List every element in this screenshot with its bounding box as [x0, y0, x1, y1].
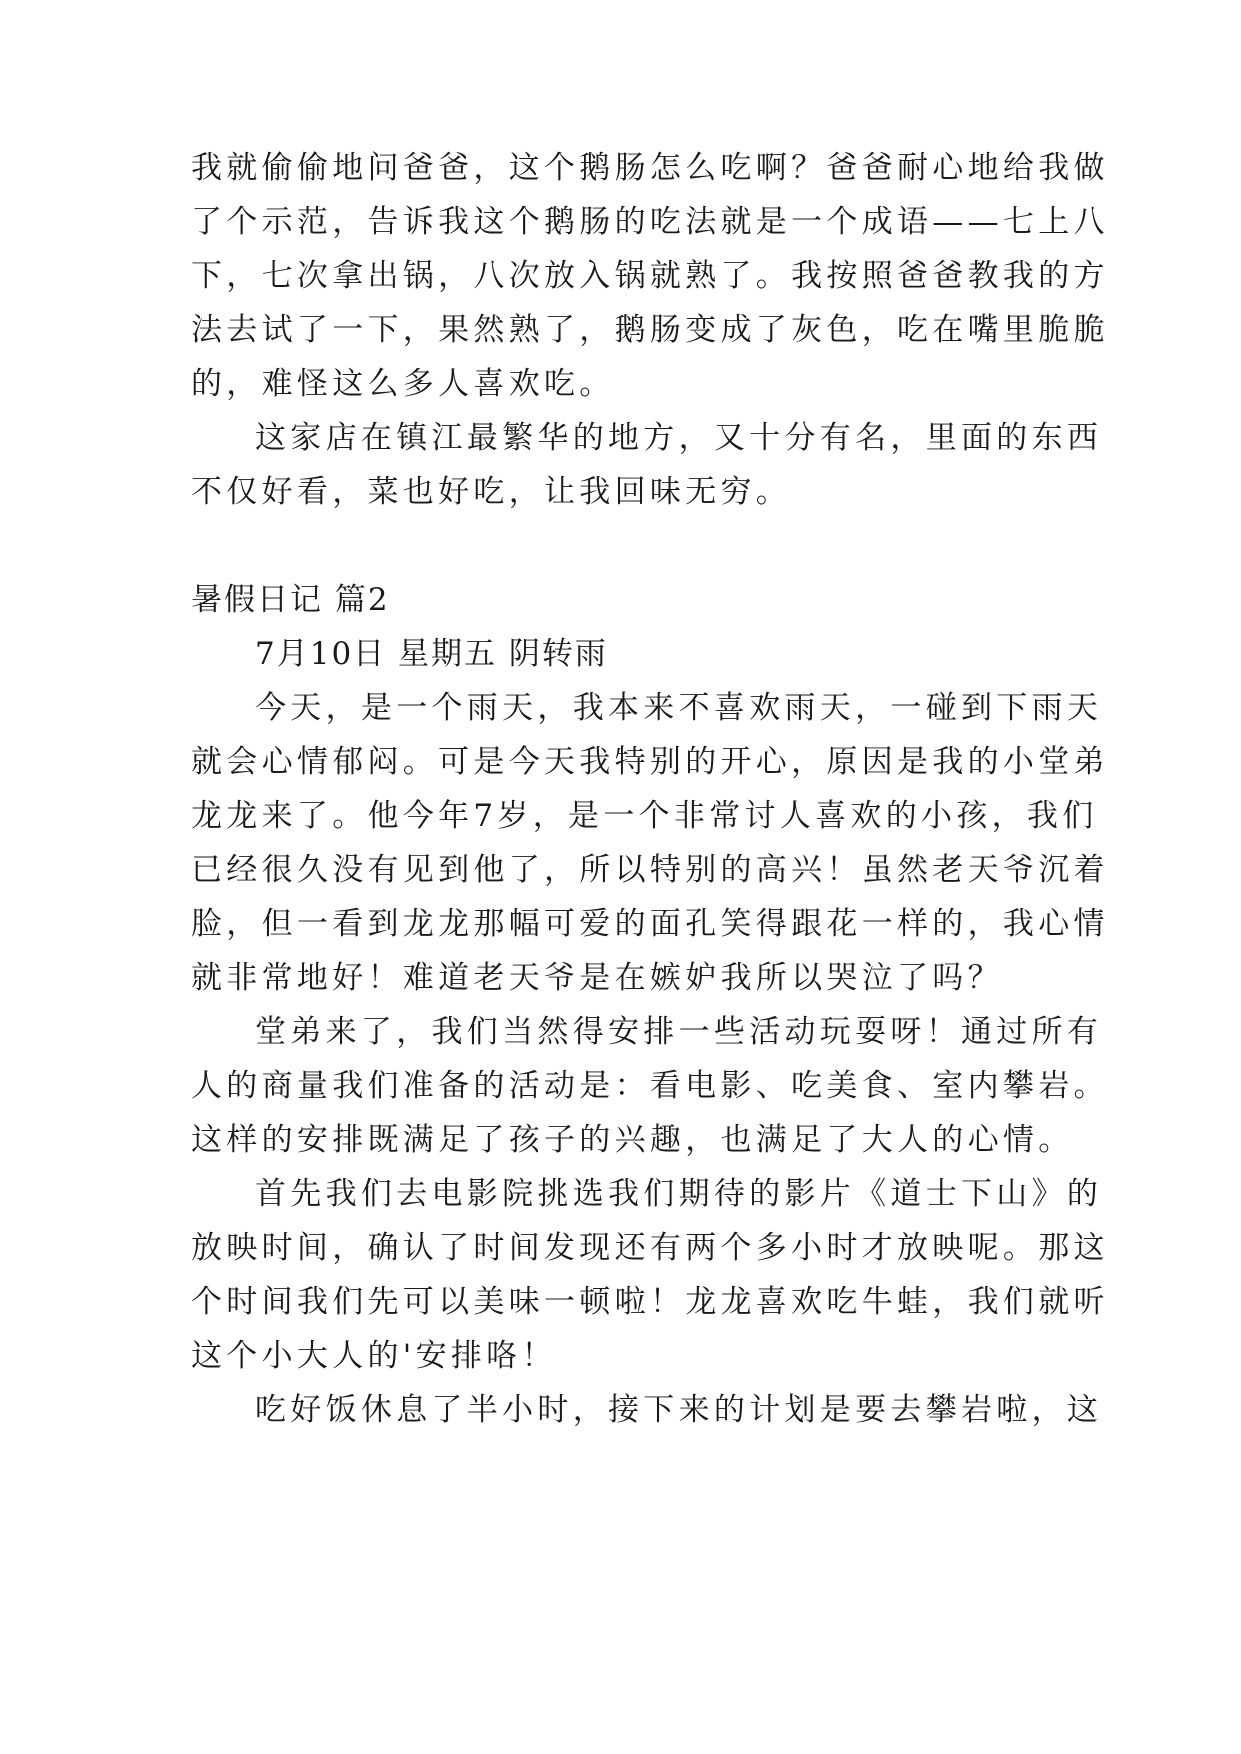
paragraph-line: 脸，但一看到龙龙那幅可爱的面孔笑得跟花一样的，我心情 — [191, 906, 1109, 942]
paragraph-line: 法去试了一下，果然熟了，鹅肠变成了灰色，吃在嘴里脆脆 — [191, 312, 1109, 348]
paragraph-line: 已经很久没有见到他了，所以特别的高兴！虽然老天爷沉着 — [191, 852, 1109, 888]
paragraph-line: 吃好饭休息了半小时，接下来的计划是要去攀岩啦，这 — [255, 1392, 1103, 1428]
paragraph-line: 放映时间，确认了时间发现还有两个多小时才放映呢。那这 — [191, 1230, 1109, 1266]
paragraph-line: 个时间我们先可以美味一顿啦！龙龙喜欢吃牛蛙，我们就听 — [191, 1284, 1109, 1320]
paragraph-line: 人的商量我们准备的活动是：看电影、吃美食、室内攀岩。 — [191, 1068, 1109, 1104]
paragraph-line: 我就偷偷地问爸爸，这个鹅肠怎么吃啊？爸爸耐心地给我做 — [191, 150, 1109, 186]
paragraph-line: 今天，是一个雨天，我本来不喜欢雨天，一碰到下雨天 — [255, 690, 1103, 726]
section-title: 暑假日记 篇2 — [191, 582, 390, 618]
paragraph-line: 了个示范，告诉我这个鹅肠的吃法就是一个成语——七上八 — [191, 204, 1109, 240]
paragraph-line: 就会心情郁闷。可是今天我特别的开心，原因是我的小堂弟 — [191, 744, 1109, 780]
paragraph-line: 首先我们去电影院挑选我们期待的影片《道士下山》的 — [255, 1176, 1103, 1212]
paragraph-line: 就非常地好！难道老天爷是在嫉妒我所以哭泣了吗？ — [191, 960, 1003, 996]
paragraph-line: 这个小大人的'安排咯！ — [191, 1338, 557, 1374]
paragraph-line: 龙龙来了。他今年7岁，是一个非常讨人喜欢的小孩，我们 — [191, 798, 1098, 834]
paragraph-line: 不仅好看，菜也好吃，让我回味无穷。 — [191, 474, 792, 510]
paragraph-line: 堂弟来了，我们当然得安排一些活动玩耍呀！通过所有 — [255, 1014, 1103, 1050]
paragraph-line: 这样的安排既满足了孩子的兴趣，也满足了大人的心情。 — [191, 1122, 1074, 1158]
paragraph-line: 这家店在镇江最繁华的地方，又十分有名，里面的东西 — [255, 420, 1103, 456]
paragraph-line: 的，难怪这么多人喜欢吃。 — [191, 366, 615, 402]
paragraph-line: 下，七次拿出锅，八次放入锅就熟了。我按照爸爸教我的方 — [191, 258, 1109, 294]
date-line: 7月10日 星期五 阴转雨 — [255, 636, 608, 672]
